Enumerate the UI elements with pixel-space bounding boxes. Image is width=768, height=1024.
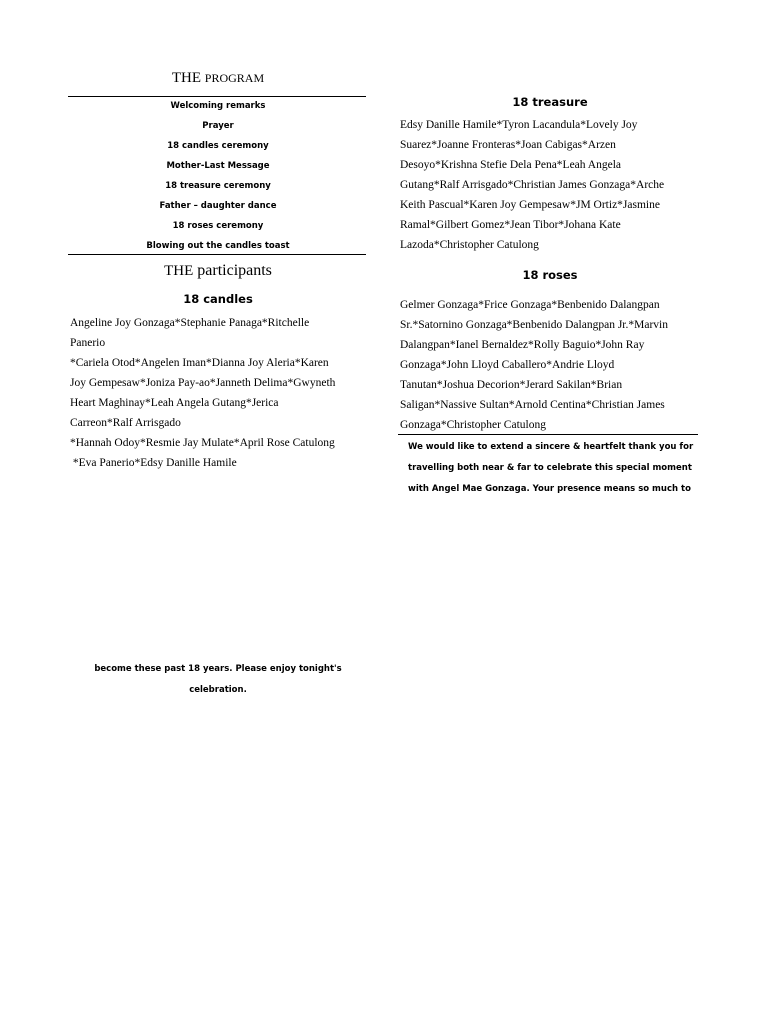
candles-line: *Eva Panerio*Edsy Danille Hamile xyxy=(70,457,237,469)
thanks-line: travelling both near & far to celebrate this special moment xyxy=(408,463,692,473)
roses-line: Sr.*Satornino Gonzaga*Benbenido Dalangpan Jr.*Marvin xyxy=(400,319,668,331)
participants-title-word: participants xyxy=(197,262,272,279)
thanks-line: celebration. xyxy=(189,685,247,695)
treasure-line: Ramal*Gilbert Gomez*Jean Tibor*Johana Kate xyxy=(400,219,621,231)
candles-list xyxy=(70,313,370,473)
roses-line: Gonzaga*John Lloyd Caballero*Andrie Lloyd xyxy=(400,359,615,371)
candles-heading: 18 candles xyxy=(183,292,253,306)
treasure-list xyxy=(400,115,700,255)
program-item: Mother-Last Message xyxy=(166,161,270,171)
treasure-line: Edsy Danille Hamile*Tyron Lacandula*Lovely Joy xyxy=(400,119,638,131)
thanks-message xyxy=(408,437,698,500)
roses-line: Saligan*Nassive Sultan*Arnold Centina*Christian James xyxy=(400,399,665,411)
program-item: Prayer xyxy=(202,121,234,131)
treasure-line: Desoyo*Krishna Stefie Dela Pena*Leah Angela xyxy=(400,159,621,171)
thanks-line: We would like to extend a sincere & heartfelt thank you for xyxy=(408,442,694,452)
roses-list xyxy=(400,295,700,435)
treasure-line: Keith Pascual*Karen Joy Gempesaw*JM Ortiz*Jasmine xyxy=(400,199,660,211)
program-list xyxy=(70,96,366,256)
program-title-word: PROGRAM xyxy=(204,71,265,85)
roses-heading: 18 roses xyxy=(522,268,578,282)
treasure-line: Suarez*Joanne Fronteras*Joan Cabigas*Arzen xyxy=(400,139,616,151)
program-item: 18 treasure ceremony xyxy=(165,181,271,191)
candles-line: Heart Maghinay*Leah Angela Gutang*Jerica xyxy=(70,397,279,409)
candles-line: *Cariela Otod*Angelen Iman*Dianna Joy Aleria*Karen xyxy=(70,357,329,369)
roses-line: Gelmer Gonzaga*Frice Gonzaga*Benbenido Dalangpan xyxy=(400,299,660,311)
thanks-line: become these past 18 years. Please enjoy tonight's xyxy=(94,664,342,674)
program-item: 18 roses ceremony xyxy=(172,221,264,231)
program-item: Welcoming remarks xyxy=(170,101,266,111)
treasure-heading: 18 treasure xyxy=(512,95,588,109)
roses-line: Dalangpan*Ianel Bernaldez*Rolly Baguio*John Ray xyxy=(400,339,645,351)
candles-line: Carreon*Ralf Arrisgado xyxy=(70,417,181,429)
roses-line: Gonzaga*Christopher Catulong xyxy=(400,419,546,431)
candles-line: Joy Gempesaw*Joniza Pay-ao*Janneth Delima*Gwyneth xyxy=(70,377,336,389)
program-bottom-rule xyxy=(68,254,366,255)
roses-bottom-rule xyxy=(398,434,698,435)
treasure-line: Gutang*Ralf Arrisgado*Christian James Gonzaga*Arche xyxy=(400,179,665,191)
roses-line: Tanutan*Joshua Decorion*Jerard Sakilan*Brian xyxy=(400,379,623,391)
program-item: Blowing out the candles toast xyxy=(146,241,290,251)
thanks-line: with Angel Mae Gonzaga. Your presence means so much to xyxy=(408,484,691,494)
candles-line: Panerio xyxy=(70,337,106,349)
candles-line: *Hannah Odoy*Resmie Jay Mulate*April Rose Catulong xyxy=(70,437,335,449)
participants-title-prefix: THE xyxy=(164,263,194,279)
thanks-message-continued xyxy=(70,659,366,701)
candles-line: Angeline Joy Gonzaga*Stephanie Panaga*Ritchelle xyxy=(70,317,310,329)
program-item: 18 candles ceremony xyxy=(167,141,269,151)
participants-title xyxy=(70,262,366,280)
program-title-prefix: THE xyxy=(171,70,202,86)
program-title xyxy=(70,70,366,87)
program-item: Father – daughter dance xyxy=(159,201,277,211)
treasure-line: Lazoda*Christopher Catulong xyxy=(400,239,539,251)
